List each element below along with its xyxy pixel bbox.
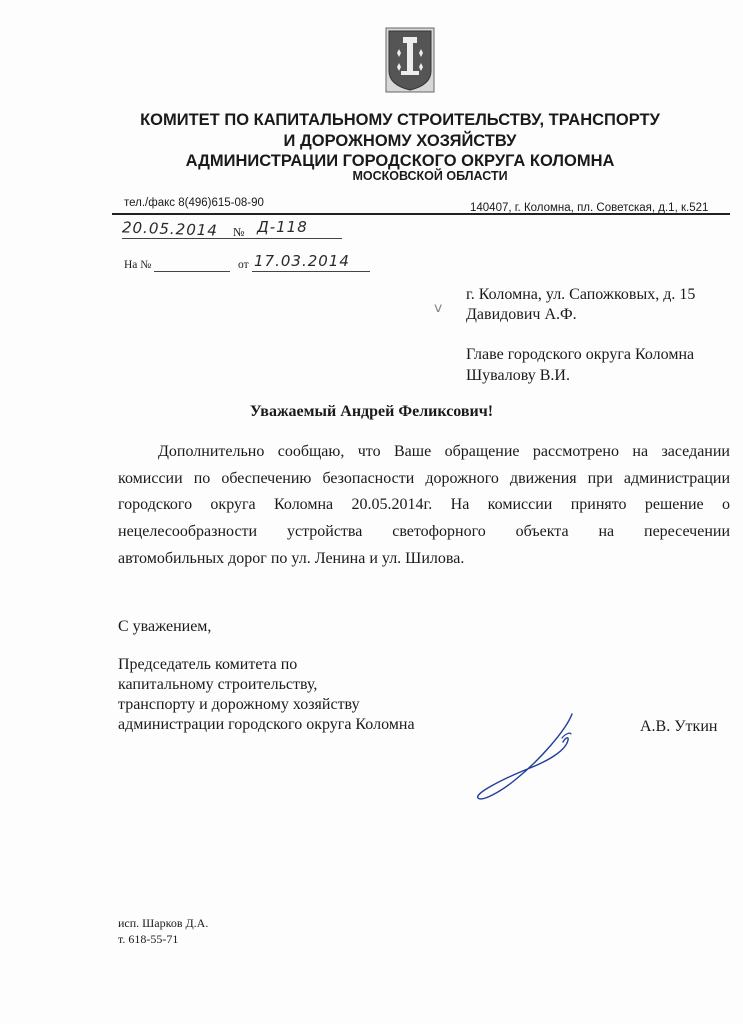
incoming-date-label: от (238, 259, 249, 271)
closing: С уважением, (118, 618, 212, 635)
position-line: администрации городского округа Коломна (118, 716, 415, 733)
executor-info (118, 915, 208, 947)
body-line: городского округа Коломна 20.05.2014г. На комиссии принято решение о (118, 496, 730, 514)
outgoing-number: Д-118 (257, 218, 308, 236)
incoming-number-blank (154, 271, 230, 272)
executor-name: исп. Шарков Д.А. (118, 916, 209, 930)
copy-recipient-name: Шувалову В.И. (466, 367, 570, 384)
coat-of-arms-emblem (385, 27, 435, 93)
body-line: Дополнительно сообщаю, что Ваше обращение рассмотрено на заседании (158, 443, 730, 460)
incoming-date-underline (252, 271, 370, 272)
outgoing-date: 20.05.2014 (121, 218, 219, 240)
position-line: транспорту и дорожному хозяйству (118, 696, 360, 713)
signer-position (118, 655, 415, 735)
salutation: Уважаемый Андрей Феликсович! (249, 403, 494, 420)
org-name-line-1: КОМИТЕТ ПО КАПИТАЛЬНОМУ СТРОИТЕЛЬСТВУ, ТРАНСПОРТУ (140, 111, 660, 129)
position-line: Председатель комитета по (118, 656, 298, 673)
position-line: капитальному строительству, (118, 676, 318, 693)
org-address: 140407, г. Коломна, пл. Советская, д.1, к.521 (470, 202, 709, 214)
executor-phone: т. 618-55-71 (118, 932, 179, 946)
header-divider (112, 213, 730, 215)
outgoing-number-label: № (233, 225, 245, 239)
body-line: комиссии по обеспечению безопасности дорожного движения при администрации (118, 469, 730, 487)
incoming-date: 17.03.2014 (254, 252, 350, 270)
body-line: нецелесообразности устройства светофорного объекта на пересечении (118, 523, 730, 541)
org-name-line-2: И ДОРОЖНОМУ ХОЗЯЙСТВУ (283, 132, 517, 150)
letter-body (118, 439, 730, 573)
recipient-name: Давидович А.Ф. (466, 306, 577, 323)
copy-recipient-title: Главе городского округа Коломна (466, 346, 695, 363)
incoming-number-label: На № (124, 259, 152, 271)
org-name-line-3: АДМИНИСТРАЦИИ ГОРОДСКОГО ОКРУГА КОЛОМНА (185, 152, 615, 170)
handwritten-signature (470, 710, 590, 810)
check-mark-icon: ⅴ (434, 301, 443, 316)
recipient-address: г. Коломна, ул. Сапожковых, д. 15 (466, 286, 696, 303)
outgoing-underline (122, 238, 342, 239)
org-region: МОСКОВСКОЙ ОБЛАСТИ (352, 169, 508, 183)
body-line: автомобильных дорог по ул. Ленина и ул. Шилова. (118, 549, 465, 567)
signer-name: А.В. Уткин (640, 718, 718, 735)
org-phone: тел./факс 8(496)615-08-90 (124, 197, 264, 209)
